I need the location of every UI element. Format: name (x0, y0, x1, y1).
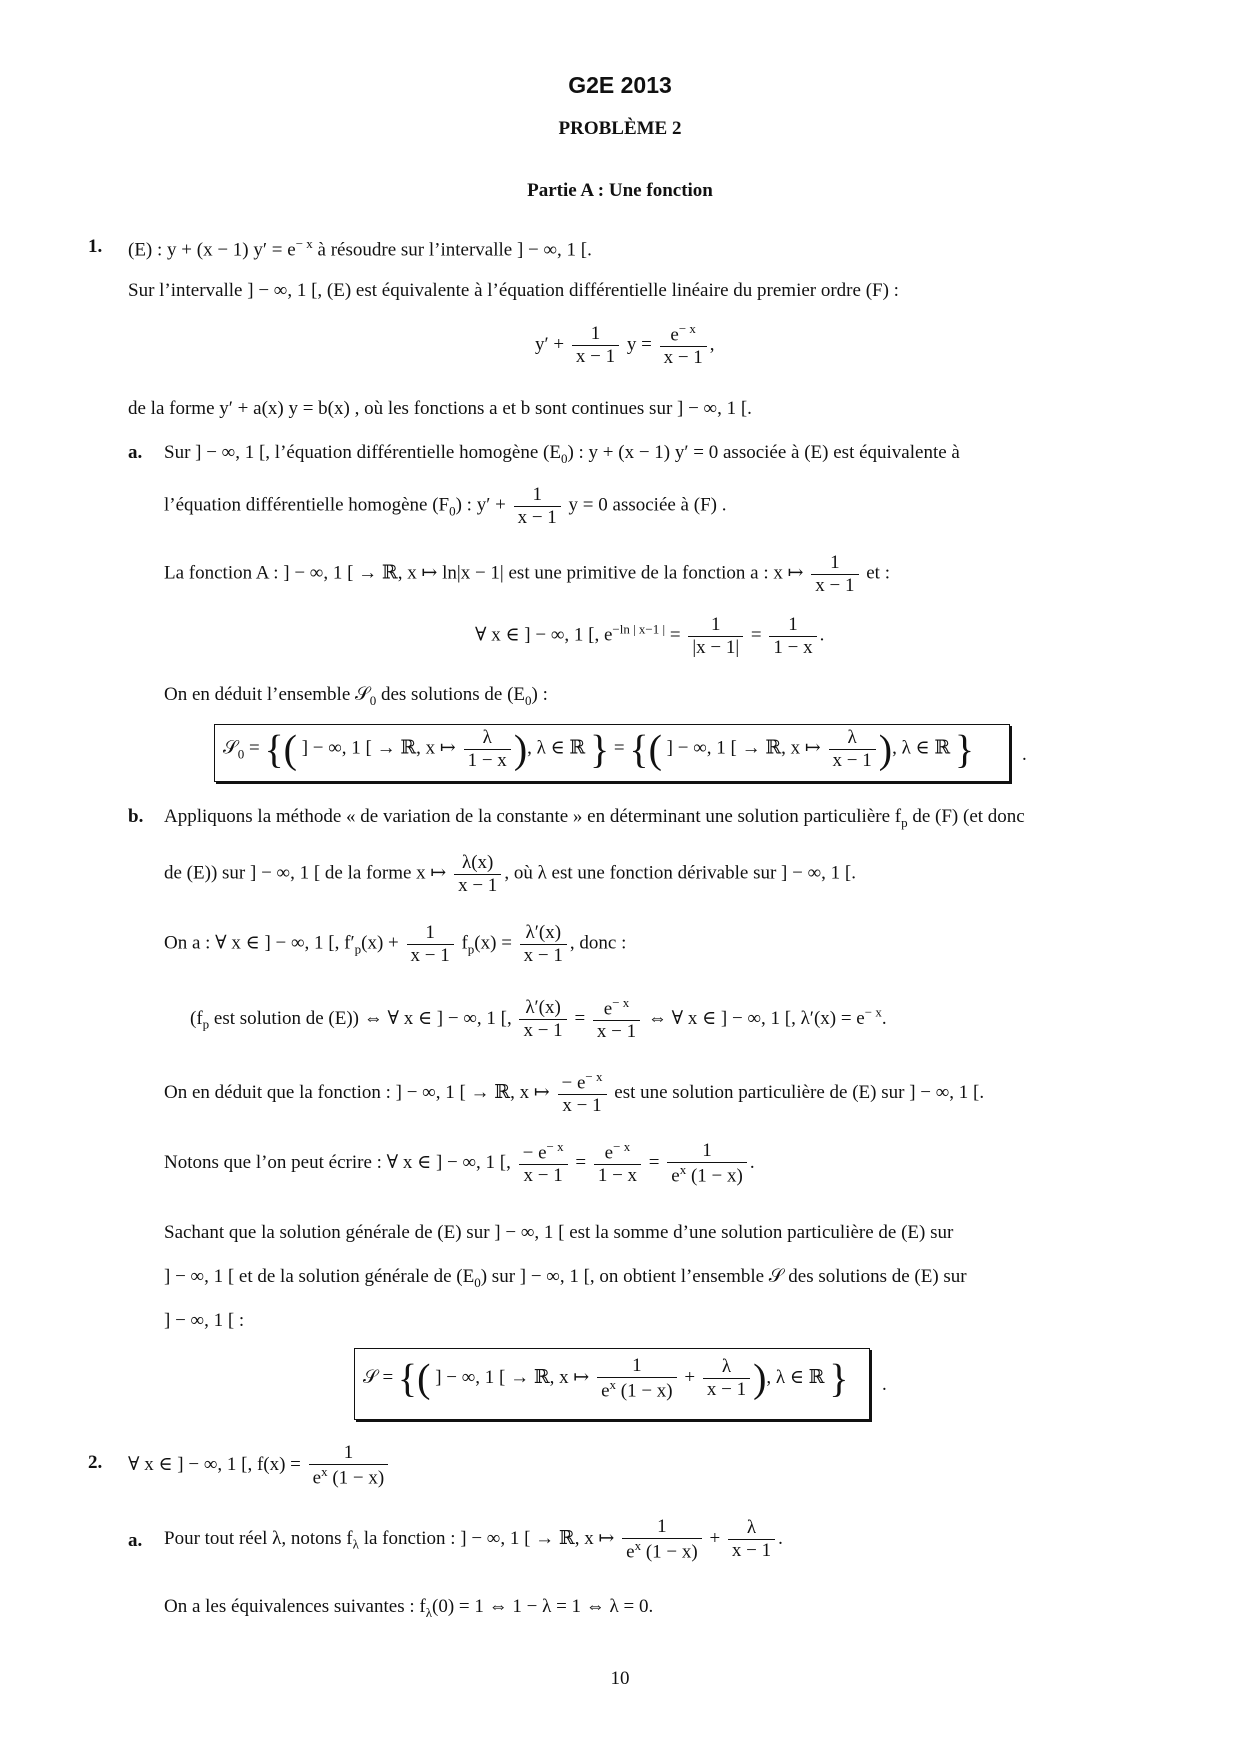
s-map: ] − ∞, 1 [ → ℝ, x ↦ (435, 1366, 590, 1388)
q1b-l4-f2-num (593, 996, 640, 1021)
q2a-f1-den (622, 1539, 702, 1563)
q1b-l8-sub: 0 (474, 1274, 481, 1290)
q1a-l2-frac-num: 1 (514, 484, 561, 507)
eqF-lhs: y′ + (535, 333, 565, 355)
q2a-f1-den-tail: (1 − x) (641, 1541, 698, 1563)
q1b-l6-eq1: = (575, 1151, 587, 1173)
q1a-l4-f1-den: |x − 1| (692, 636, 740, 658)
q1-equation: (E) : y + (x − 1) y′ = e (128, 239, 296, 261)
s-box-dot: . (882, 1374, 887, 1395)
q1b-l4-f2-num-base: e (603, 998, 613, 1020)
q1b-line-3 (164, 922, 626, 967)
eqF-frac2-den: x − 1 (663, 347, 703, 369)
s-f1-den-base: e (601, 1380, 610, 1402)
q1a-l4-f1-num: 1 (688, 614, 743, 637)
q1b-l4-f1-num: λ′(x) (519, 997, 566, 1020)
problem-heading: PROBLÈME 2 (558, 118, 682, 139)
s-paren-open: ( (417, 1355, 431, 1401)
s-f1-den-tail: (1 − x) (616, 1380, 673, 1402)
q1b-label: b. (128, 806, 144, 827)
q1a-label: a. (128, 442, 143, 463)
s0-brace-open-2: { (629, 726, 649, 772)
q1b-l4-f1-den: x − 1 (523, 1020, 563, 1042)
s-f1-den (597, 1378, 677, 1402)
s0-box-dot: . (1022, 744, 1027, 765)
q1a-l3-text: La fonction A : ] − ∞, 1 [ → ℝ, x ↦ ln|x − 1| est une primitive de la fonction a : x ↦ (164, 562, 804, 584)
q1a-l5-text: On en déduit l’ensemble 𝒮 (164, 684, 370, 705)
q1b-l5-text: On en déduit que la fonction : ] − ∞, 1 [ → ℝ, x ↦ (164, 1081, 550, 1103)
q1b-l3-f1-den: x − 1 (410, 944, 450, 966)
q1b-l4-equiv: ⇔ ∀ x ∈ ] − ∞, 1 [, λ′(x) = e (647, 1007, 865, 1029)
q2-l1-text: ∀ x ∈ ] − ∞, 1 [, f(x) = (128, 1453, 301, 1475)
s-f2-num: λ (703, 1356, 750, 1379)
s-fraction-1 (597, 1355, 677, 1402)
q2a-line-2 (164, 1596, 653, 1621)
s0-f1-den: 1 − x (467, 749, 507, 771)
q1b-l3-f2-num: λ′(x) (520, 922, 567, 945)
q1a-l3-frac-num: 1 (811, 552, 858, 575)
q1b-l5-num (558, 1070, 607, 1095)
s-brace-open: { (397, 1355, 418, 1401)
q1a-l4-fraction-2 (769, 614, 816, 659)
s0-f2-den: x − 1 (832, 749, 872, 771)
q2a-l2-text: On a les équivalences suivantes : f (164, 1596, 426, 1617)
s0-paren-open-2: ( (648, 726, 662, 772)
s-brace-close: } (829, 1355, 849, 1401)
eqF-fraction-2 (660, 322, 707, 369)
q1b-l6-f1-num-base: − e (522, 1142, 547, 1164)
q2-l1-num: 1 (309, 1442, 389, 1465)
q1a-l3-tail: et : (866, 562, 890, 584)
q1b-l2-fraction (454, 852, 501, 897)
q1a-line-1 (164, 442, 960, 467)
q1b-l6-f3-den-base: e (671, 1165, 680, 1187)
s-plus: + (684, 1366, 696, 1388)
s0-box-content (223, 727, 974, 772)
q2a-f1-num: 1 (622, 1516, 702, 1539)
q2a-l2-sub: λ (425, 1604, 433, 1620)
s-symbol: 𝒮 = (363, 1366, 398, 1388)
s-f2-den: x − 1 (706, 1379, 747, 1401)
q1a-l4-eq2: = (750, 624, 762, 646)
q2a-l1-fraction-1 (622, 1516, 702, 1563)
eqF-mid: y = (626, 333, 652, 355)
s0-brace-close-1: } (589, 726, 610, 772)
q1a-l4-f2-num: 1 (769, 614, 816, 637)
q1-equation-F (535, 322, 715, 369)
q2a-l1-fraction-2 (728, 1517, 775, 1562)
eqF-frac1-num: 1 (572, 323, 619, 346)
q1b-l1-tail: de (F) (et donc (907, 806, 1025, 827)
q1b-l1-text: Appliquons la méthode « de variation de la constante » en déterminant une solution particulière f (164, 806, 902, 827)
q1b-l6-f1-num (519, 1140, 568, 1165)
q1b-l4-eq: = (574, 1007, 586, 1029)
q2a-l1-dot: . (778, 1527, 783, 1549)
q2a-f2-num: λ (728, 1517, 775, 1540)
q1a-l1-text: Sur ] − ∞, 1 [, l’équation différentielle homogène (E (164, 442, 561, 463)
q1b-l3-fraction-1 (407, 922, 454, 967)
q1b-l4-fraction-1 (519, 997, 566, 1042)
q1b-l6-f1-num-exp: − x (546, 1139, 564, 1154)
q1b-l3-tail: , donc : (569, 932, 627, 954)
q1a-line-4 (475, 614, 824, 659)
page-number: 10 (610, 1668, 630, 1689)
q1a-l4-fraction-1 (688, 614, 743, 659)
q1a-l5-mid: des solutions de (E (376, 684, 526, 705)
s-lambda: , λ ∈ ℝ (766, 1366, 825, 1388)
q1a-l1-sub: 0 (560, 450, 568, 466)
q1a-l4-f2-den: 1 − x (773, 636, 813, 658)
q1a-l2-tail: y = 0 associée à (F) . (568, 494, 727, 516)
s0-symbol: 𝒮 (223, 737, 238, 759)
q1b-l8-text: ] − ∞, 1 [ et de la solution générale de (E (164, 1266, 475, 1287)
q1a-l4-eq1: = (669, 624, 681, 646)
s0-fraction-1 (464, 727, 511, 772)
q2-line-1 (128, 1442, 391, 1489)
s0-map-1: ] − ∞, 1 [ → ℝ, x ↦ (301, 737, 456, 759)
q1b-l6-eq2: = (648, 1151, 660, 1173)
s0-f2-num: λ (829, 727, 876, 750)
q1a-l5-sub: 0 (369, 692, 377, 708)
question-number-1: 1. (88, 236, 103, 257)
s0-eq1: = (244, 737, 265, 759)
q1b-line-2 (164, 852, 856, 897)
q1b-l2-num: λ(x) (454, 852, 501, 875)
q1b-l3-text: On a : ∀ x ∈ ] − ∞, 1 [, f′ (164, 932, 355, 954)
q1a-l5-sub2: 0 (525, 692, 532, 708)
s0-lambda-2: , λ ∈ ℝ (892, 737, 951, 759)
q1b-l6-f2-num-base: e (604, 1142, 614, 1164)
q1a-l3-frac-den: x − 1 (815, 574, 855, 596)
eqF-frac1-den: x − 1 (575, 346, 616, 368)
s-f1-den-exp: x (609, 1376, 617, 1392)
page-title: G2E 2013 (568, 72, 672, 98)
q1b-l5-den: x − 1 (562, 1095, 602, 1117)
s0-lambda-1: , λ ∈ ℝ (527, 737, 586, 759)
eqF-frac2-num (660, 322, 707, 347)
q1a-l4-text: ∀ x ∈ ] − ∞, 1 [, e (475, 624, 613, 646)
q1b-l3-f: f (461, 932, 468, 954)
q2-l1-den-tail: (1 − x) (327, 1467, 385, 1489)
q1b-line-6 (164, 1140, 755, 1187)
q2-l1-fraction (309, 1442, 389, 1489)
q1b-l6-text: Notons que l’on peut écrire : ∀ x ∈ ] − ∞, 1 [, (164, 1151, 511, 1173)
eqF-comma: , (709, 333, 715, 355)
q1a-l2-text: l’équation différentielle homogène (F (164, 494, 450, 516)
q1a-l2-mid: ) : y′ + (455, 494, 506, 516)
q1b-l6-f3-den-exp: x (679, 1161, 687, 1177)
q1a-line-5 (164, 684, 548, 709)
q1b-l6-f2-num (594, 1140, 641, 1165)
q2-l1-den-base: e (312, 1467, 322, 1489)
s0-brace-close-2: } (954, 726, 975, 772)
s-box-content (363, 1355, 848, 1402)
q1a-line-2 (164, 484, 726, 529)
q1b-l4-f2-num-exp: − x (612, 995, 630, 1010)
s0-brace-open-1: { (264, 726, 284, 772)
q1b-l6-fraction-2 (594, 1140, 641, 1187)
part-heading: Partie A : Une fonction (527, 180, 713, 201)
q1-equation-exponent: − x (295, 236, 313, 251)
q1b-l5-fraction (558, 1070, 607, 1117)
q1b-l3-mid: (x) + (361, 932, 399, 954)
q1b-line-7: Sachant que la solution générale de (E) sur ] − ∞, 1 [ est la somme d’une solution particulière de (E) sur (164, 1222, 954, 1243)
q1b-l3-f1-num: 1 (407, 922, 454, 945)
q1b-l1-sub: p (901, 814, 908, 830)
q1b-l4-sub: p (202, 1016, 210, 1032)
q1b-l4-text: (f (190, 1007, 203, 1029)
q1b-l6-f3-den (667, 1163, 747, 1187)
q1-line-2: Sur l’intervalle ] − ∞, 1 [, (E) est équivalente à l’équation différentielle linéaire du premier ordre (F) : (128, 280, 899, 301)
q1b-l5-num-exp: − x (585, 1069, 603, 1084)
q1-equation-tail: à résoudre sur l’intervalle ] − ∞, 1 [. (312, 239, 592, 261)
q1b-l6-f1-den: x − 1 (523, 1165, 563, 1187)
q1b-l2-text: de (E)) sur ] − ∞, 1 [ de la forme x ↦ (164, 862, 447, 884)
q1b-line-5 (164, 1070, 984, 1117)
q1a-line-3 (164, 552, 890, 597)
q1b-l6-f3-num: 1 (667, 1140, 747, 1163)
solution-set-S0-box (214, 724, 1010, 782)
s0-paren-open-1: ( (283, 726, 297, 772)
s0-sub: 0 (237, 746, 245, 762)
q1a-l2-fraction (514, 484, 561, 529)
q2a-label: a. (128, 1530, 143, 1551)
q1b-l4-exp: − x (864, 1004, 882, 1020)
s0-paren-close-2: ) (878, 726, 893, 772)
q1b-l6-f3-den-tail: (1 − x) (686, 1165, 743, 1187)
q1b-l5-tail: est une solution particulière de (E) sur ] − ∞, 1 [. (614, 1081, 985, 1103)
s0-map-2: ] − ∞, 1 [ → ℝ, x ↦ (666, 737, 821, 759)
s-paren-close: ) (753, 1355, 767, 1401)
q1b-line-9: ] − ∞, 1 [ : (164, 1310, 245, 1331)
q1a-l4-exp: −ln | x−1 | (612, 621, 666, 637)
q1b-l6-dot: . (749, 1151, 755, 1173)
eqF-frac2-num-exp: − x (678, 321, 696, 336)
q1a-l5-tail: ) : (531, 684, 548, 705)
q1b-l6-fraction-1 (519, 1140, 568, 1187)
q1b-l4-f2-den: x − 1 (596, 1021, 637, 1043)
q1b-l5-num-base: − e (561, 1072, 586, 1094)
q2a-f2-den: x − 1 (731, 1540, 772, 1562)
q2a-line-1 (164, 1516, 783, 1563)
q1a-l3-fraction (811, 552, 858, 597)
q1b-l4-mid: est solution de (E)) ⇔ ∀ x ∈ ] − ∞, 1 [, (209, 1007, 512, 1029)
q1b-line-1 (164, 806, 1025, 831)
q2a-l1-text: Pour tout réel λ, notons f (164, 1527, 353, 1549)
q2a-f1-den-base: e (626, 1541, 635, 1563)
q1b-l6-f2-den: 1 − x (597, 1165, 638, 1187)
q2a-l1-mid: la fonction : ] − ∞, 1 [ → ℝ, x ↦ (358, 1527, 615, 1549)
q1-equation-line (128, 236, 592, 261)
q1b-l6-fraction-3 (667, 1140, 747, 1187)
q1-line-4: de la forme y′ + a(x) y = b(x) , où les fonctions a et b sont continues sur ] − ∞, 1 [. (128, 398, 752, 419)
q1a-l4-dot: . (819, 624, 825, 646)
q1a-l2-sub: 0 (449, 503, 456, 519)
s0-paren-close-1: ) (513, 726, 528, 772)
q1a-l2-frac-den: x − 1 (517, 506, 557, 528)
s0-f1-num: λ (464, 727, 511, 750)
q1b-l4-fraction-2 (593, 996, 640, 1043)
solution-set-S-box (354, 1348, 870, 1420)
eqF-frac2-num-base: e (670, 324, 679, 346)
q1b-l2-den: x − 1 (458, 874, 498, 896)
q1b-l3-sub: p (354, 941, 362, 957)
question-number-2: 2. (88, 1452, 103, 1473)
q1b-l3-sub2: p (467, 941, 475, 957)
q1b-l2-tail: , où λ est une fonction dérivable sur ] − ∞, 1 [. (504, 862, 856, 884)
q2a-f1-den-exp: x (634, 1537, 642, 1553)
s-fraction-2 (703, 1356, 750, 1401)
q1b-line-8 (164, 1266, 967, 1291)
q1b-l4-dot: . (881, 1007, 887, 1029)
q1b-l3-fraction-2 (520, 922, 567, 967)
q2-l1-den (309, 1465, 389, 1489)
s0-eq2: = (609, 737, 630, 759)
s-f1-num: 1 (597, 1355, 677, 1378)
q2a-l2-tail: (0) = 1 ⇔ 1 − λ = 1 ⇔ λ = 0. (432, 1596, 654, 1617)
q1b-l3-f2-den: x − 1 (523, 944, 563, 966)
s0-fraction-2 (829, 727, 876, 772)
q1b-line-4 (190, 996, 887, 1043)
q1b-l8-tail: ) sur ] − ∞, 1 [, on obtient l’ensemble 𝒮 des solutions de (E) sur (480, 1266, 967, 1287)
q2-l1-den-exp: x (321, 1463, 328, 1479)
eqF-fraction-1 (572, 323, 619, 368)
q1b-l6-f2-num-exp: − x (613, 1139, 631, 1154)
q1b-l3-eq: (x) = (474, 932, 512, 954)
q2a-l1-sub: λ (352, 1536, 359, 1552)
q1a-l1-tail: ) : y + (x − 1) y′ = 0 associée à (E) est équivalente à (567, 442, 960, 463)
q2a-plus: + (709, 1527, 721, 1549)
